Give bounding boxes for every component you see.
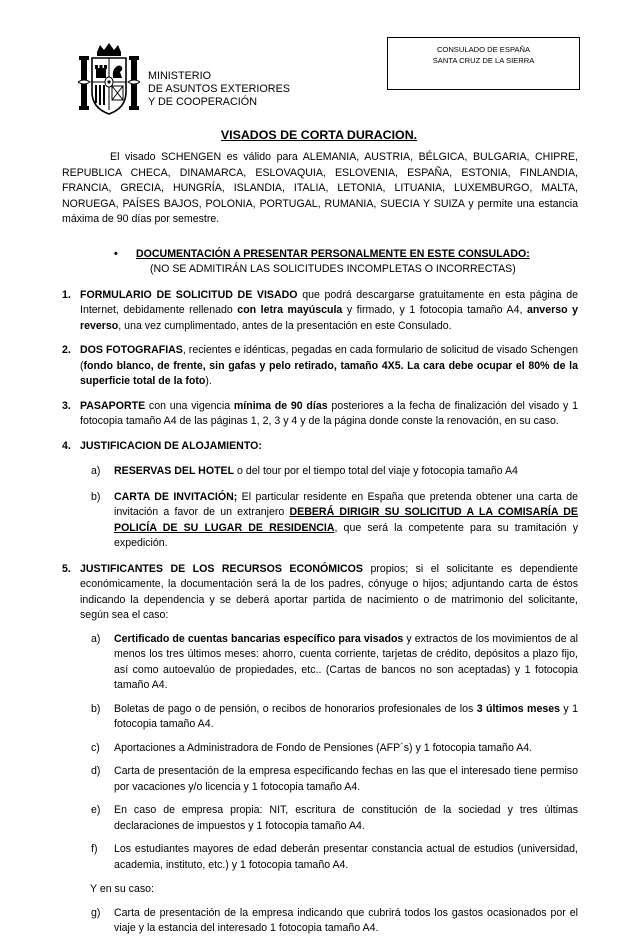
list-item-2 xyxy=(62,343,578,390)
sub-item-letter: g) xyxy=(91,906,101,919)
item-1-emphasis-2: anverso y reverso xyxy=(80,304,578,332)
consulate-box xyxy=(387,37,580,90)
sub-item-5g-text: Carta de presentación de la empresa indicando que cubrirá todos los gastos ocasionados por el viaje y la estancia del interesado 1 fotocopia tamaño A4. xyxy=(114,906,578,934)
item-3-title: PASAPORTE xyxy=(80,399,146,412)
list-item-4 xyxy=(62,439,578,455)
sub-item-letter: b) xyxy=(91,490,101,503)
sub-item-5b xyxy=(62,702,578,733)
sub-item-5f-text: Los estudiantes mayores de edad deberán presentar constancia actual de estudios (universidad, academia, instituto, etc.) y 1 fotocopia tamaño A4. xyxy=(114,843,578,871)
sub-item-letter: f) xyxy=(91,843,98,855)
sub-item-5a-text: y extractos de los movimientos de al menos los tres últimos meses: ahorro, cuenta corriente, tarjetas de crédito, depósitos a plazo fijo, así como autoevalúo de propiedades, etc.. (Cartas de bancos no son aceptadas) y 1 fotocopia tamaño A4. xyxy=(114,632,578,691)
item-number: 3. xyxy=(62,399,71,412)
item-3-emphasis: mínima de 90 días xyxy=(233,399,328,412)
sub-item-letter: d) xyxy=(91,765,101,777)
bullet-icon: • xyxy=(114,247,118,260)
list-item-5 xyxy=(62,562,578,624)
sub-item-letter: c) xyxy=(91,741,100,754)
sub-item-5c-text: Aportaciones a Administradora de Fondo de Pensiones (AFP´s) y 1 fotocopia tamaño A4. xyxy=(114,741,533,754)
sub-item-4a-title: RESERVAS DEL HOTEL xyxy=(114,465,235,477)
item-1-text: que podrá descargarse gratuitamente en esta página de Internet, debidamente rellenado xyxy=(80,288,579,316)
item-number: 1. xyxy=(62,288,71,301)
consulate-line-1: CONSULADO DE ESPAÑA xyxy=(436,45,531,54)
sub-item-5g xyxy=(62,906,578,937)
item-number: 2. xyxy=(62,344,71,356)
sub-item-5a-title: Certificado de cuentas bancarias específico para visados xyxy=(114,632,404,645)
sub-item-4b-text: El particular residente en España que pretenda obtener una carta de invitación a favor de un extranjero xyxy=(114,490,578,518)
list-item-3 xyxy=(62,399,578,430)
ministry-line-2: DE ASUNTOS EXTERIORES xyxy=(148,83,290,95)
sub-item-5d xyxy=(62,764,578,795)
sub-item-4b-emphasis: DEBERÁ DIRIGIR SU SOLICITUD A LA COMISARÍA DE POLICÍA DE SU LUGAR DE RESIDENCIA xyxy=(114,506,578,534)
sub-item-4a xyxy=(62,464,578,480)
item-4-title: JUSTIFICACION DE ALOJAMIENTO: xyxy=(80,439,262,452)
sub-item-4b-text-2: , que será la competente para su tramitación y expedición. xyxy=(114,521,578,549)
sub-item-5e-text: En caso de empresa propia: NIT, escritura de constitución de la sociedad y tres últimas declaraciones de impuestos y 1 fotocopia tamaño A4. xyxy=(114,804,578,832)
sub-item-4a-text: o del tour por el tiempo total del viaje y fotocopia tamaño A4 xyxy=(234,465,518,477)
document-body xyxy=(62,150,578,937)
sub-item-4b-title: CARTA DE INVITACIÓN; xyxy=(114,490,238,503)
sub-item-5f xyxy=(62,842,578,873)
sub-item-5a xyxy=(62,632,578,694)
consulate-line-2: SANTA CRUZ DE LA SIERRA xyxy=(432,56,535,65)
document-title: VISADOS DE CORTA DURACION. xyxy=(220,128,418,142)
sub-item-letter: e) xyxy=(91,804,101,816)
sub-item-4b xyxy=(62,490,578,552)
list-item-1 xyxy=(62,288,578,335)
item-5-text: propios; si el solicitante es dependiente económicamente, la documentación será la de los padres, cónyuge o hijos; adjuntando carta de éstos indicando la dependencia y se deberá aportar partida de nacimiento o de matrimonio del solicitante, según sea el caso: xyxy=(80,562,578,621)
item-number: 4. xyxy=(62,439,71,452)
item-2-text: , recientes e idénticas, pegadas en cada formulario de solicitud de visado Schengen ( xyxy=(80,344,578,372)
documentation-heading xyxy=(114,247,578,278)
item-1-title: FORMULARIO DE SOLICITUD DE VISADO xyxy=(80,288,298,301)
sub-item-5b-text: Boletas de pago o de pensión, o recibos de honorarios profesionales de los xyxy=(114,702,477,715)
conditional-note: Y en su caso: xyxy=(90,883,154,895)
intro-paragraph: El visado SCHENGEN es válido para ALEMANIA, AUSTRIA, BÉLGICA, BULGARIA, CHIPRE, REPUBLICA CHECA, DINAMARCA, ESLOVAQUIA, ESLOVENIA, ESPAÑA, ESTONIA, FINLANDIA, FRANCIA, GRECIA, HUNGRÍA, ISLANDIA, ITALIA, LETONIA, LITUANIA, LUXEMBURGO, MALTA, NORUEGA, PAÍSES BAJOS, POLONIA, PORTUGAL, RUMANIA, SUECIA Y SUIZA y permite una estancia máxima de 90 días por semestre. xyxy=(62,151,578,225)
item-1-text-3: , una vez cumplimentado, antes de la presentación en este Consulado. xyxy=(118,319,452,332)
sub-item-5b-text-2: y 1 fotocopia tamaño A4. xyxy=(114,702,578,730)
item-number: 5. xyxy=(62,562,71,575)
sub-item-5c xyxy=(62,741,578,757)
ministry-name xyxy=(148,70,290,109)
item-3-text-2: posteriores a la fecha de finalización del visado y 1 fotocopia tamaño A4 de las páginas 1, 2, 3 y 4 y de la página donde conste la renovación, en su caso. xyxy=(80,399,578,427)
item-1-text-2: y firmado, y 1 fotocopia tamaño A4, xyxy=(342,304,527,316)
coat-of-arms-icon xyxy=(78,42,140,120)
item-2-text-2: ). xyxy=(205,375,212,387)
documentation-subtitle: (NO SE ADMITIRÁN LAS SOLICITUDES INCOMPLETAS O INCORRECTAS) xyxy=(150,263,516,275)
item-1-emphasis: con letra mayúscula xyxy=(237,304,343,316)
item-5-title: JUSTIFICANTES DE LOS RECURSOS ECONÓMICOS xyxy=(80,562,363,575)
documentation-title: DOCUMENTACIÓN A PRESENTAR PERSONALMENTE EN ESTE CONSULADO: xyxy=(136,247,530,260)
item-3-text: con una vigencia xyxy=(145,399,234,412)
item-2-emphasis: fondo blanco, de frente, sin gafas y pelo retirado, tamaño 4X5. La cara debe ocupar el 80% de la superficie total de la foto xyxy=(80,359,578,387)
item-2-title: DOS FOTOGRAFIAS xyxy=(80,344,183,356)
sub-item-5b-emphasis: 3 últimos meses xyxy=(476,702,561,715)
ministry-line-3: Y DE COOPERACIÓN xyxy=(148,96,257,108)
sub-item-letter: b) xyxy=(91,702,101,715)
sub-item-letter: a) xyxy=(91,465,101,477)
sub-item-5e xyxy=(62,803,578,834)
sub-item-5d-text: Carta de presentación de la empresa especificando fechas en las que el interesado tiene permiso por vacaciones y/o licencia y 1 fotocopia tamaño A4. xyxy=(114,765,578,793)
ministry-line-1: MINISTERIO xyxy=(148,70,211,82)
sub-item-letter: a) xyxy=(91,632,101,645)
